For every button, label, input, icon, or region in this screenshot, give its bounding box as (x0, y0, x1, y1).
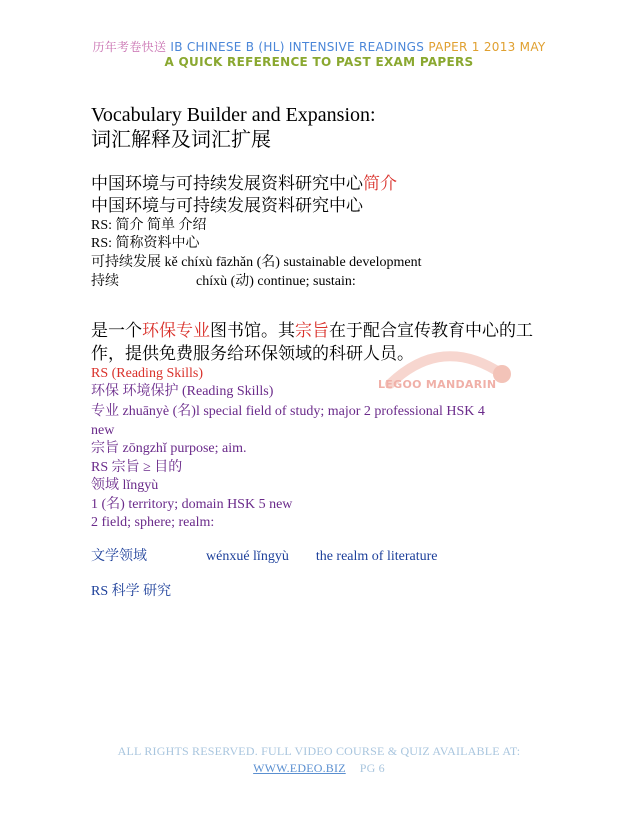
paragraph-line-1 (91, 321, 533, 341)
page-number: PG 6 (359, 761, 385, 775)
vocab-chixu (91, 274, 356, 290)
vocab-kechixu: 可持续发展 kě chíxù fāzhǎn (名) sustainable development (91, 255, 422, 270)
footer-rights: ALL RIGHTS RESERVED. FULL VIDEO COURSE & QUIZ AVAILABLE AT: (117, 744, 521, 758)
para-highlight-huanbao: 环保专业 (142, 321, 210, 340)
footer-website-link[interactable]: WWW.EDEO.BIZ (253, 761, 346, 775)
vocab-lingyu-def-1: 1 (名) territory; domain HSK 5 new (91, 497, 293, 512)
header-subtitle: A QUICK REFERENCE TO PAST EXAM PAPERS (164, 55, 474, 69)
para-text-3: 在于配合宣传教育中心的工 (329, 321, 533, 340)
vocab-wenxue-term: 文学领域 (91, 549, 147, 564)
header-chinese: 历年考卷快送 (92, 40, 167, 54)
rs-reading-skills: RS (Reading Skills) (91, 366, 204, 381)
title-english: Vocabulary Builder and Expansion: (91, 104, 376, 126)
rs-line-1: RS: 简介 简单 介绍 (91, 218, 207, 233)
para-highlight-zongzhi: 宗旨 (295, 321, 329, 340)
vocab-zhuanye-new: new (91, 423, 115, 438)
vocab-chixu-def: chíxù (动) continue; sustain: (196, 274, 356, 289)
vocab-wenxue (91, 549, 438, 565)
footer-link-line (0, 761, 638, 776)
rs-kexue: RS 科学 研究 (91, 584, 172, 599)
rs-mudi: RS 宗旨 ≥ 目的 (91, 460, 183, 475)
vocab-wenxue-def: the realm of literature (315, 549, 438, 564)
vocab-zhuanye: 专业 zhuānyè (名)l special field of study; major 2 professional HSK 4 (91, 404, 485, 419)
section1-headline (91, 174, 397, 194)
rs-line-2: RS: 简称资料中心 (91, 236, 200, 251)
section1-highlight: 简介 (363, 174, 397, 193)
para-text-1: 是一个 (91, 321, 142, 340)
section1-subline: 中国环境与可持续发展资料研究中心 (91, 196, 363, 215)
para-text-2: 图书馆。其 (210, 321, 295, 340)
title-chinese: 词汇解释及词汇扩展 (91, 129, 271, 151)
vocab-wenxue-pinyin: wénxué lǐngyù (206, 549, 289, 564)
header-paper: PAPER 1 2013 MAY (428, 40, 546, 54)
vocab-lingyu-def-2: 2 field; sphere; realm: (91, 515, 215, 530)
logo-text: LEGOO MANDARIN (378, 378, 497, 391)
vocab-huanbao: 环保 环境保护 (Reading Skills) (91, 384, 274, 399)
vocab-zongzhi: 宗旨 zōngzhǐ purpose; aim. (91, 441, 247, 456)
running-header (0, 38, 638, 55)
vocab-chixu-term: 持续 (91, 274, 119, 289)
section1-headline-text: 中国环境与可持续发展资料研究中心 (91, 174, 363, 193)
paragraph-line-2: 作，提供免费服务给环保领域的科研人员。 (91, 344, 414, 363)
vocab-lingyu: 领域 lǐngyù (91, 478, 159, 493)
header-course: IB CHINESE B (HL) INTENSIVE READINGS (170, 40, 425, 54)
